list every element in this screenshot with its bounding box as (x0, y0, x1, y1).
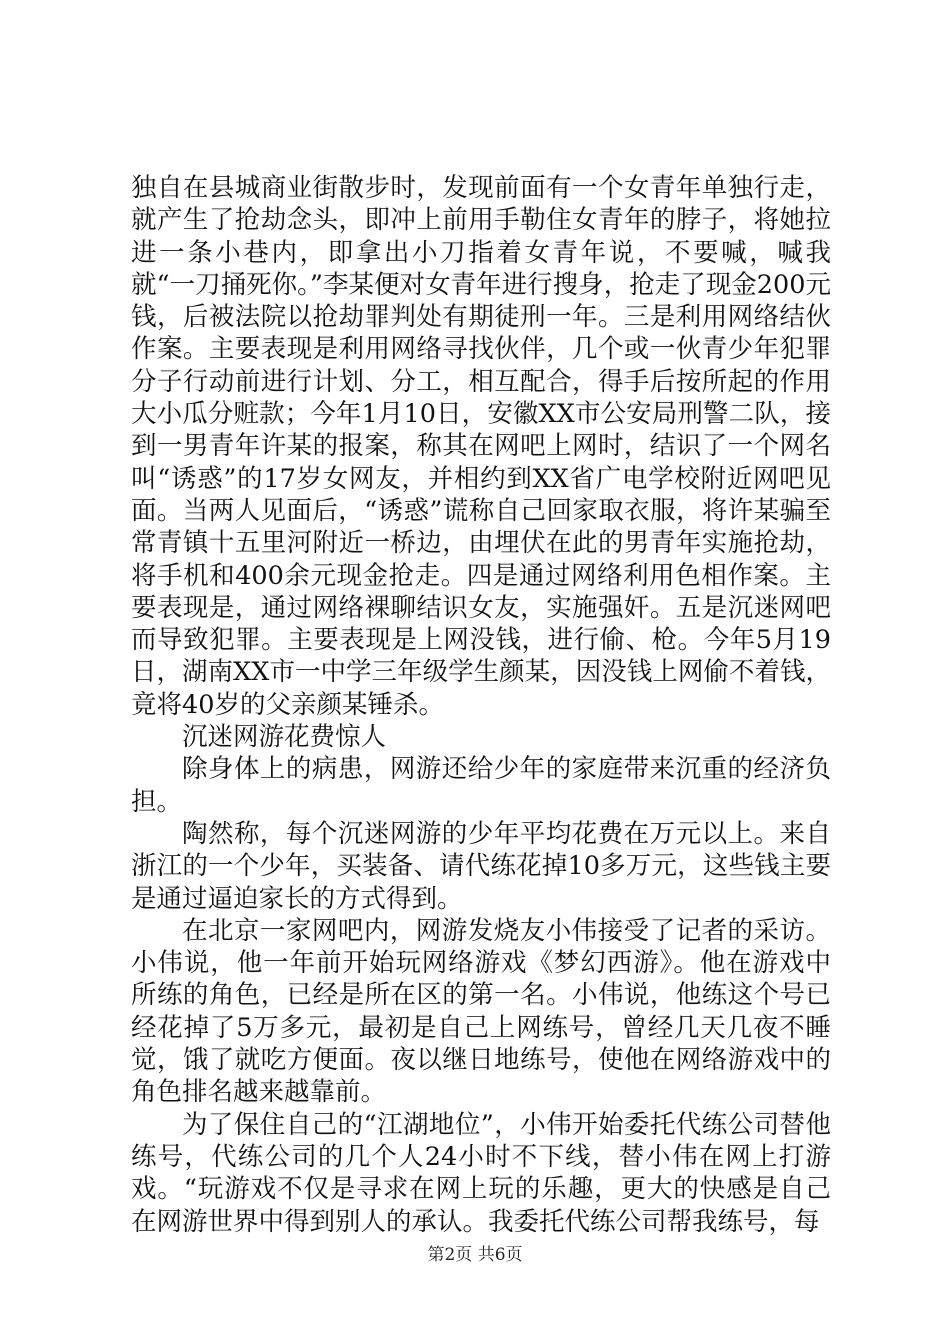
paragraph: 除身体上的病患，网游还给少年的家庭带来沉重的经济负担。 (131, 754, 831, 817)
page-number-footer: 第2页 共6页 (427, 1245, 523, 1265)
paragraph: 在北京一家网吧内，网游发烧友小伟接受了记者的采访。小伟说，他一年前开始玩网络游戏《梦幻西游》。他在游戏中所练的角色，已经是所在区的第一名。小伟说，他练这个号已经花掉了5万多元，最初是自己上网练号，曾经几天几夜不睡觉，饿了就吃方便面。夜以继日地练号，使他在网络游戏中的角色排名越来越靠前。 (131, 915, 831, 1108)
paragraph-continuation: 独自在县城商业街散步时，发现前面有一个女青年单独行走，就产生了抢劫念头，即冲上前用手勒住女青年的脖子，将她拉进一条小巷内，即拿出小刀指着女青年说，不要喊，喊我就“一刀捅死你。”李某便对女青年进行搜身，抢走了现金200元钱，后被法院以抢劫罪判处有期徒刑一年。三是利用网络结伙作案。主要表现是利用网络寻找伙伴，几个或一伙青少年犯罪分子行动前进行计划、分工，相互配合，得手后按所起的作用大小瓜分赃款；今年1月10日，安徽XX市公安局刑警二队，接到一男青年许某的报案，称其在网吧上网时，结识了一个网名叫“诱惑”的17岁女网友，并相约到XX省广电学校附近网吧见面。当两人见面后，“诱惑”谎称自己回家取衣服，将许某骗至常青镇十五里河附近一桥边，由埋伏在此的男青年实施抢劫，将手机和400余元现金抢走。四是通过网络利用色相作案。主要表现是，通过网络裸聊结识女友，实施强奸。五是沉迷网吧而导致犯罪。主要表现是上网没钱，进行偷、枪。今年5月19日，湖南XX市一中学三年级学生颜某，因没钱上网偷不着钱，竟将40岁的父亲颜某锤杀。 (131, 173, 831, 720)
paragraph: 陶然称，每个沉迷网游的少年平均花费在万元以上。来自浙江的一个少年，买装备、请代练花掉10多万元，这些钱主要是通过逼迫家长的方式得到。 (131, 818, 831, 914)
section-heading: 沉迷网游花费惊人 (182, 722, 387, 753)
document-body (131, 172, 831, 1238)
paragraph: 为了保住自己的“江湖地位”，小伟开始委托代练公司替他练号，代练公司的几个人24小时不下线，替小伟在网上打游戏。“玩游戏不仅是寻求在网上玩的乐趣，更大的快感是自己在网游世界中得到别人的承认。我委托代练公司帮我练号，每 (131, 1109, 831, 1237)
